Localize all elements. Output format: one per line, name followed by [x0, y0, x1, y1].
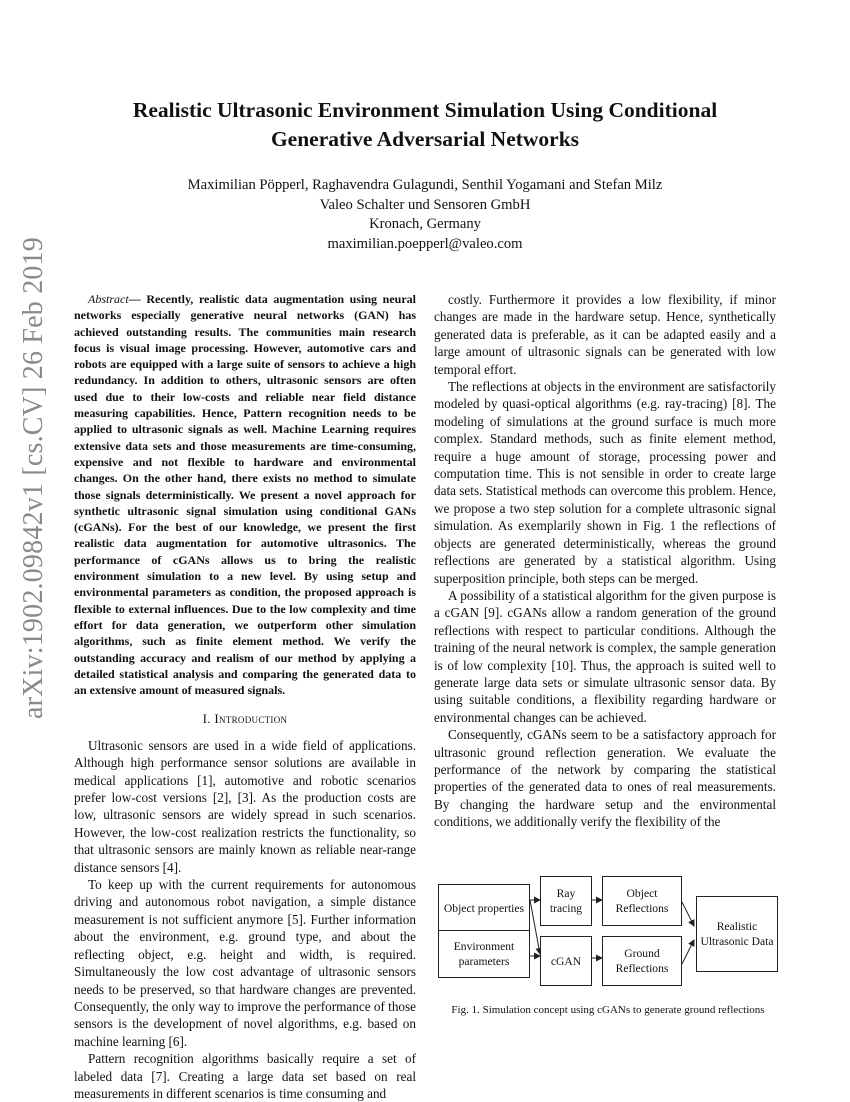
author-block — [70, 176, 780, 254]
box-object-properties: Object properties — [438, 884, 530, 932]
section-heading-introduction — [74, 710, 416, 727]
section-title: Introduction — [214, 711, 288, 727]
arxiv-sidebar — [0, 0, 60, 1100]
title-line-2: Generative Adversarial Networks — [270, 127, 580, 151]
figure-1-diagram — [436, 866, 780, 998]
abstract-text: — Recently, realistic data augmentation using neural networks especially generative neural networks (GAN) has achieved outstanding results. The communities main research focus is visual image processing. However, automotive cars and robots are equipped with a large suite of sensors to achieve a high redundancy. In addition to others, ultrasonic sensors are often used due to their low-costs and reliable near field distance measuring capabilities. Hence, Pattern recognition needs to be applied to ultrasonic signals as well. Machine Learning requires extensive data sets and those measurements are time-consuming, expensive and not flexible to hardware and environmental changes. On the other hand, there exists no method to simulate those signals deterministically. We present a novel approach for synthetic ultrasonic signal simulation using conditional GANs (cGANs). For the best of our knowledge, we present the first realistic data augmentation for automotive ultrasonics. The performance of cGANs allows us to bring the realistic environment simulation to a new level. By using setup and environmental parameters as condition, the proposed approach is flexible to external influences. Due to the low complexity and time effort for data generation, we outperform other simulation algorithms, such as finite element method. We verify the outstanding accuracy and realism of our method by applying a detailed statistical analysis and comparing the generated data to an extensive amount of measured signals. — [74, 292, 416, 698]
intro-paragraph-3: Pattern recognition algorithms basically require a set of labeled data [7]. Creating a large data set based on real measurements in different scenarios is time consuming and — [74, 1051, 416, 1101]
abstract-label: Abstract — [88, 292, 129, 306]
box-object-reflections: Object Reflections — [602, 876, 682, 926]
box-ray-tracing: Ray tracing — [540, 876, 592, 926]
title-line-1: Realistic Ultrasonic Environment Simulation Using Conditional — [132, 98, 718, 122]
right-column — [434, 291, 776, 831]
right-paragraph-2: The reflections at objects in the environment are satisfactorily modeled by quasi-optical algorithms (e.g. ray-tracing) [8]. The modeling of simulations at the ground surface is much more complex. Standard methods, such as finite element method, require a huge amount of storage, processing power and computation time. This is not sensible in order to create large data sets. Statistical methods can overcome this problem. Hence, we propose a two step solution for a complete ultrasonic signal simulation. As exemplarily shown in Fig. 1 the reflections of objects are generated deterministically, whereas the ground reflections are generated by a statistical algorithm. Using superposition principle, both steps can be merged. — [434, 379, 776, 586]
right-paragraph-4: Consequently, cGANs seem to be a satisfactory approach for ultrasonic ground reflection generation. We evaluate the performance of the network by comparing the statistical properties of the generated data to ones of real measurements. By changing the hardware setup and the environmental conditions, we additionally verify the flexibility of the — [434, 727, 776, 830]
box-environment-parameters: Environment parameters — [438, 930, 530, 978]
arrow-props-to-cgan — [530, 900, 540, 954]
abstract — [74, 291, 416, 698]
author-location: Kronach, Germany — [369, 216, 481, 233]
box-ground-reflections: Ground Reflections — [602, 936, 682, 986]
figure-1-caption: Fig. 1. Simulation concept using cGANs to generate ground reflections — [451, 1004, 765, 1016]
section-number: I. — [202, 711, 215, 727]
left-column — [74, 291, 416, 1102]
right-paragraph-1: costly. Furthermore it provides a low flexibility, if minor changes are made in the hardware setup. Hence, synthetically generated data is preferable, as it can be adapted easily and a large amount of ultrasonic signals can be generated with low temporal effort. — [434, 292, 776, 377]
box-cgan: cGAN — [540, 936, 592, 986]
intro-paragraph-1: Ultrasonic sensors are used in a wide field of applications. Although high performance sensor solutions are available in medical applications [1], automotive and robotic scenarios prefer low-cost versions [2], [3]. As the production costs are low, ultrasonic sensors are widely spread in such scenarios. However, the low-cost realization restricts the functionality, so that ultrasonic sensors are mainly known as reliable near-range distance sensors [4]. — [74, 737, 416, 875]
author-names: Maximilian Pöpperl, Raghavendra Gulagundi, Senthil Yogamani and Stefan Milz — [187, 177, 663, 193]
arrow-groundrefl-to-data — [682, 940, 694, 964]
right-paragraph-3: A possibility of a statistical algorithm for the given purpose is a cGAN [9]. cGANs allow a random generation of the ground reflections with respect to particular conditions. Although the training of the neural network is complex, the sample generation is of low complexity [10]. Thus, the approach is suited well to generate large data sets or simulate ultrasonic sensor data. By using suitable conditions, a flexibility regarding hardware or environmental changes can be achieved. — [434, 587, 776, 725]
author-email: maximilian.poepperl@valeo.com — [327, 235, 523, 252]
arxiv-identifier: arXiv:1902.09842v1 [cs.CV] 26 Feb 2019 — [18, 236, 49, 720]
arrow-objrefl-to-data — [682, 902, 694, 926]
box-realistic-ultrasonic-data: Realistic Ultrasonic Data — [696, 896, 778, 972]
intro-paragraph-2: To keep up with the current requirements for autonomous driving and autonomous robot navigation, a simple distance measurement is not sufficient anymore [5]. Further information about the environment, e.g. ground type, and about the reflecting object, e.g. height and width, is required. Simultaneously the low cost advantage of ultrasonic sensors needs to be preserved, so that hardware changes are prevented. Consequently, the only way to improve the performance of those sensors is the development of novel algorithms, e.g. based on machine learning [6]. — [74, 877, 416, 1049]
paper-title — [70, 96, 780, 154]
author-affiliation: Valeo Schalter und Sensoren GmbH — [319, 196, 531, 213]
